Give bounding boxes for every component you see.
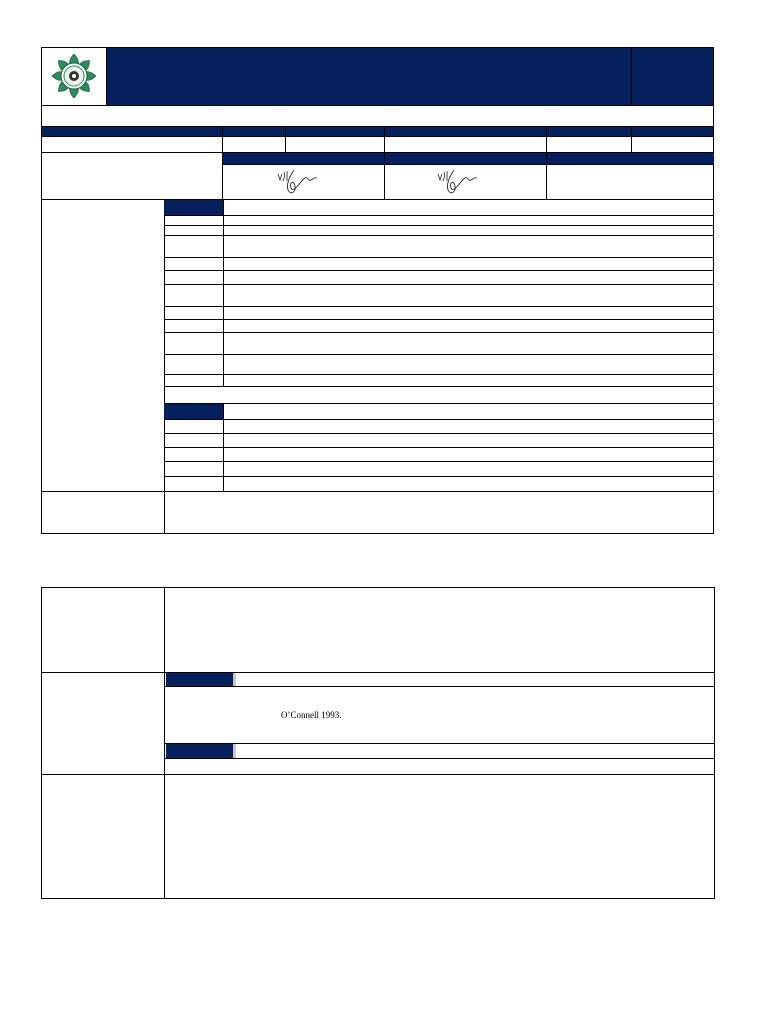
title-band [41, 105, 714, 127]
logo-box [41, 47, 107, 106]
info-value-row [41, 137, 714, 153]
subtable-1 [164, 199, 714, 387]
header-bar [41, 47, 714, 106]
university-seal-icon [42, 48, 106, 105]
subtable-2-header [164, 404, 223, 419]
references-header-2 [166, 744, 233, 758]
info-header-row [41, 126, 714, 137]
references-header-1 [166, 673, 233, 686]
reference-citation: O’Connell 1993. [281, 710, 342, 720]
header-divider [631, 47, 632, 106]
signature-right [432, 166, 482, 198]
signature-header [222, 153, 714, 164]
signature-left [272, 166, 322, 198]
